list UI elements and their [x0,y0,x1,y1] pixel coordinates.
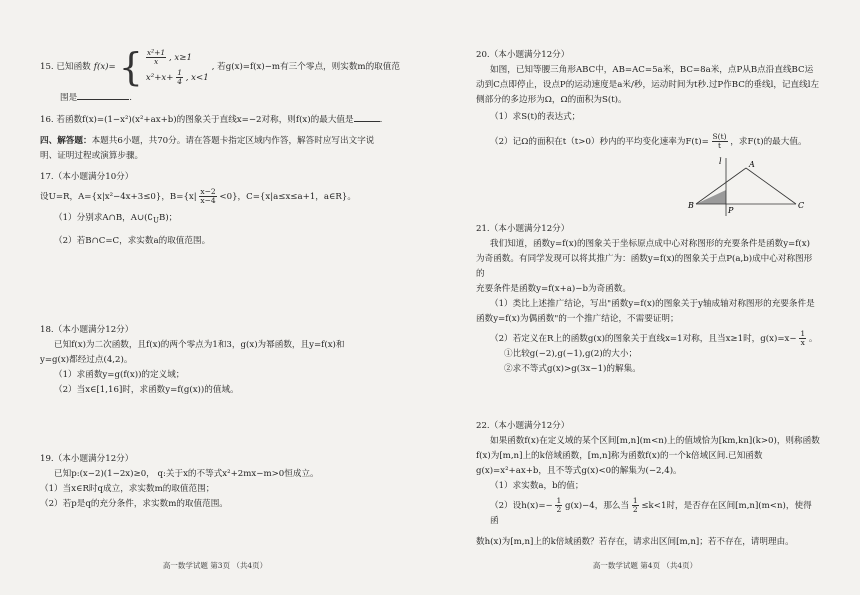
question-15 [40,45,402,89]
q17-frac [199,188,216,205]
q20-frac-num: S(t) [712,132,727,141]
q18-head: 18.（本小题满分12分） [40,324,134,335]
q15-piecewise [118,45,209,89]
answer-space-21 [476,383,820,419]
question-21 [476,222,820,377]
q20-p2b: ，求F(t)的最大值。 [730,137,807,147]
q18-line-2: y=g(x)都经过点(4,2)。 [40,354,133,365]
q15-case-1 [146,49,209,66]
q17-line1a: 设U=R，A={x|x²−4x+3≤0}，B={x| [40,192,197,202]
q21-p2b: 。 [808,334,818,344]
label-a: A [749,160,755,169]
shaded-region [696,190,726,204]
q19-line-1: 已知p:(x−2)(1−2x)≥0， q:关于x的不等式x²+2mx−m>0恒成立。 [54,468,319,479]
page-4-content [476,48,820,556]
question-22 [476,419,820,550]
q15-line2: 围是 [60,93,78,103]
q19-part-2: （2）若p是q的充分条件，求实数m的取值范围。 [40,498,228,509]
q15-case2-frac [176,69,183,86]
q21-line-3: 充要条件是函数y=f(x+a)−b为奇函数。 [476,284,631,294]
q15-suffix: , 若g(x)=f(x)−m有三个零点，则实数m的取值范 [211,61,400,72]
q19-part-1: （1）当x∈R时q成立，求实数m的取值范围； [40,483,215,494]
q22-frac-2 [632,497,639,514]
label-c: C [798,201,805,210]
q15-case2-num: 1 [177,67,182,77]
label-p: P [728,206,734,215]
q17-p1-sub: U [152,215,160,225]
triangle-figure [686,156,806,218]
question-17 [40,170,402,249]
q17-frac-num: x−2 [200,187,216,196]
question-16: 16. 若函数f(x)=(1−x²)(x²+ax+b)的图象关于直线x=−2对称，则f(x)的最大值是 . [40,112,402,128]
q20-figure-area [476,156,820,222]
q20-head: 20.（本小题满分12分） [476,50,570,60]
q15-case2-main: x²+x+ [145,72,174,83]
q22-frac2-num: 1 [632,496,638,505]
question-15-line-2: 围是 . [40,90,402,106]
q22-p2b: g(x)−4，那么当 [565,501,630,511]
q20-line-2: 动到C点即停止，设点P的运动速度是a米/秒，运动时间为t秒.过P作BC的垂线l，记直线l左 [476,80,820,90]
q17-head: 17.（本小题满分10分） [40,172,134,182]
q22-frac1-den: 2 [556,505,562,514]
q17-line-1 [40,188,402,205]
section-text-2: 明、证明过程或演算步骤。 [40,151,144,161]
q19-head: 19.（本小题满分12分） [40,453,134,464]
q22-line-end: 数h(x)为[m,n]上的k倍域函数？若存在，请求出区间[m,n]；若不存在，请明理由。 [476,537,794,547]
q20-line-1: 如图，已知等腰三角形ABC中，AB=AC=5a米，BC=8a米，点P从B点沿直线BC运 [490,65,814,75]
q15-case-2 [146,69,209,86]
q20-p2a: （2）记Ω的面积在t（t>0）秒内的平均变化速率为F(t)= [490,137,709,147]
q20-frac-den: t [718,141,722,150]
question-20 [476,48,820,150]
q21-frac-den: x [800,338,805,347]
q16-text: 16. 若函数f(x)=(1−x²)(x²+ax+b)的图象关于直线x=−2对称，则f(x)的最大值是 [40,115,354,125]
q22-part-2 [476,497,820,529]
q17-frac-den: x−4 [200,196,216,205]
q18-part-2: （2）当x∈[1,16]时，求函数y=f(g(x))的值域。 [54,384,239,395]
section-title: 四、解答题： [40,136,92,146]
answer-space-18 [40,404,402,452]
label-l: l [719,157,722,166]
q15-case2-den: 4 [177,76,182,86]
q17-line1b: <0}，C={x|a≤x≤a+1，a∈R}。 [219,192,356,202]
q21-frac [799,330,806,347]
section-text: 本题共6小题，共70分。请在答题卡指定区域内作答，解答时应写出文字说 [91,136,375,146]
q15-case1-cond: , x≥1 [168,52,192,63]
answer-space-17 [40,255,402,323]
q22-frac2-den: 2 [632,505,638,514]
q15-fx: f(x)= [93,61,116,72]
q22-frac1-num: 1 [556,496,562,505]
question-19 [40,452,402,512]
q20-frac [712,133,728,150]
page-3-footer: 高一数学试题 第3页 （共4页） [162,561,268,570]
question-18 [40,323,402,398]
q15-case1-num: x²+1 [146,47,166,57]
q21-p2a: （2）若定义在R上的函数g(x)的图象关于直线x=1对称，且当x≥1时，g(x)=x− [490,334,797,344]
q22-line-3: g(x)=x²+ax+b，且不等式g(x)<0的解集为(−2,4)。 [476,466,682,476]
q21-head: 21.（本小题满分12分） [476,224,570,234]
q22-line-1: 如果函数f(x)在定义域的某个区间[m,n](m<n)上的值域恰为[km,kn](k>0)，则称函数 [490,436,820,446]
q22-line-2: f(x)为[m,n]上的k倍域函数，[m,n]称为函数f(x)的一个k倍域区间.已知函数 [476,451,763,461]
q22-head: 22.（本小题满分12分） [476,421,570,431]
answer-blank-15[interactable] [77,90,129,100]
page-3-content [40,45,402,518]
q20-line-3: 侧部分的多边形为Ω，Ω的面积为S(t)。 [476,95,627,105]
q17-p1: （1）分别求A∩B，A∪(∁ [54,213,153,223]
label-b: B [688,201,694,210]
q21-line-2: 为奇函数。有同学发现可以将其推广为：函数y=f(x)的图象关于点P(a,b)成中心对称图形的 [476,254,813,279]
page-4-footer: 高一数学试题 第4页 （共4页） [592,561,698,570]
q22-p2a: （2）设h(x)=− [490,501,553,511]
q22-part-1: （1）求实数a，b的值； [490,481,584,491]
q15-case1-frac [146,49,166,66]
q17-p1-end: B)； [159,213,178,223]
q21-frac-num: 1 [800,329,806,338]
q22-p2c: ≤k<1时，是否存在区间[m,n](m<n)，使得函 [490,501,812,526]
q15-prefix: 15. 已知函数 [40,61,91,72]
q18-part-1: （1）求函数y=g(f(x))的定义域； [54,369,185,380]
q22-frac-1 [555,497,562,514]
q21-part-1a: （1）类比上述推广结论，写出"函数y=f(x)的图象关于y轴成轴对称图形的充要条件是 [490,299,815,309]
q21-part-2 [476,330,820,347]
page-4 [430,0,860,595]
left-brace-icon: { [118,45,143,89]
line-ac [746,168,796,204]
q21-part-1b: 函数y=f(x)为偶函数"的一个推广结论，不需要证明； [476,314,679,324]
q15-case2-cond: , x<1 [185,72,209,83]
q21-line-1: 我们知道，函数y=f(x)的图象关于坐标原点成中心对称图形的充要条件是函数y=f(x) [490,239,810,249]
q15-case1-den: x [153,56,159,66]
q20-part-1: （1）求S(t)的表达式； [490,112,581,122]
answer-blank-16[interactable] [354,112,380,122]
q20-part-2 [476,133,820,150]
section-header [40,134,402,164]
q21-sub-2: ②求不等式g(x)>g(3x−1)的解集。 [504,364,641,374]
q18-line-1: 已知f(x)为二次函数，且f(x)的两个零点为1和3，g(x)为幂函数，且y=f(x)和 [54,339,345,350]
q15-cases [146,49,209,86]
q17-part-1 [40,211,402,228]
q17-part-2: （2）若B∩C=C，求实数a的取值范围。 [54,235,211,246]
q21-sub-1: ①比较g(−2),g(−1),g(2)的大小； [504,349,638,359]
